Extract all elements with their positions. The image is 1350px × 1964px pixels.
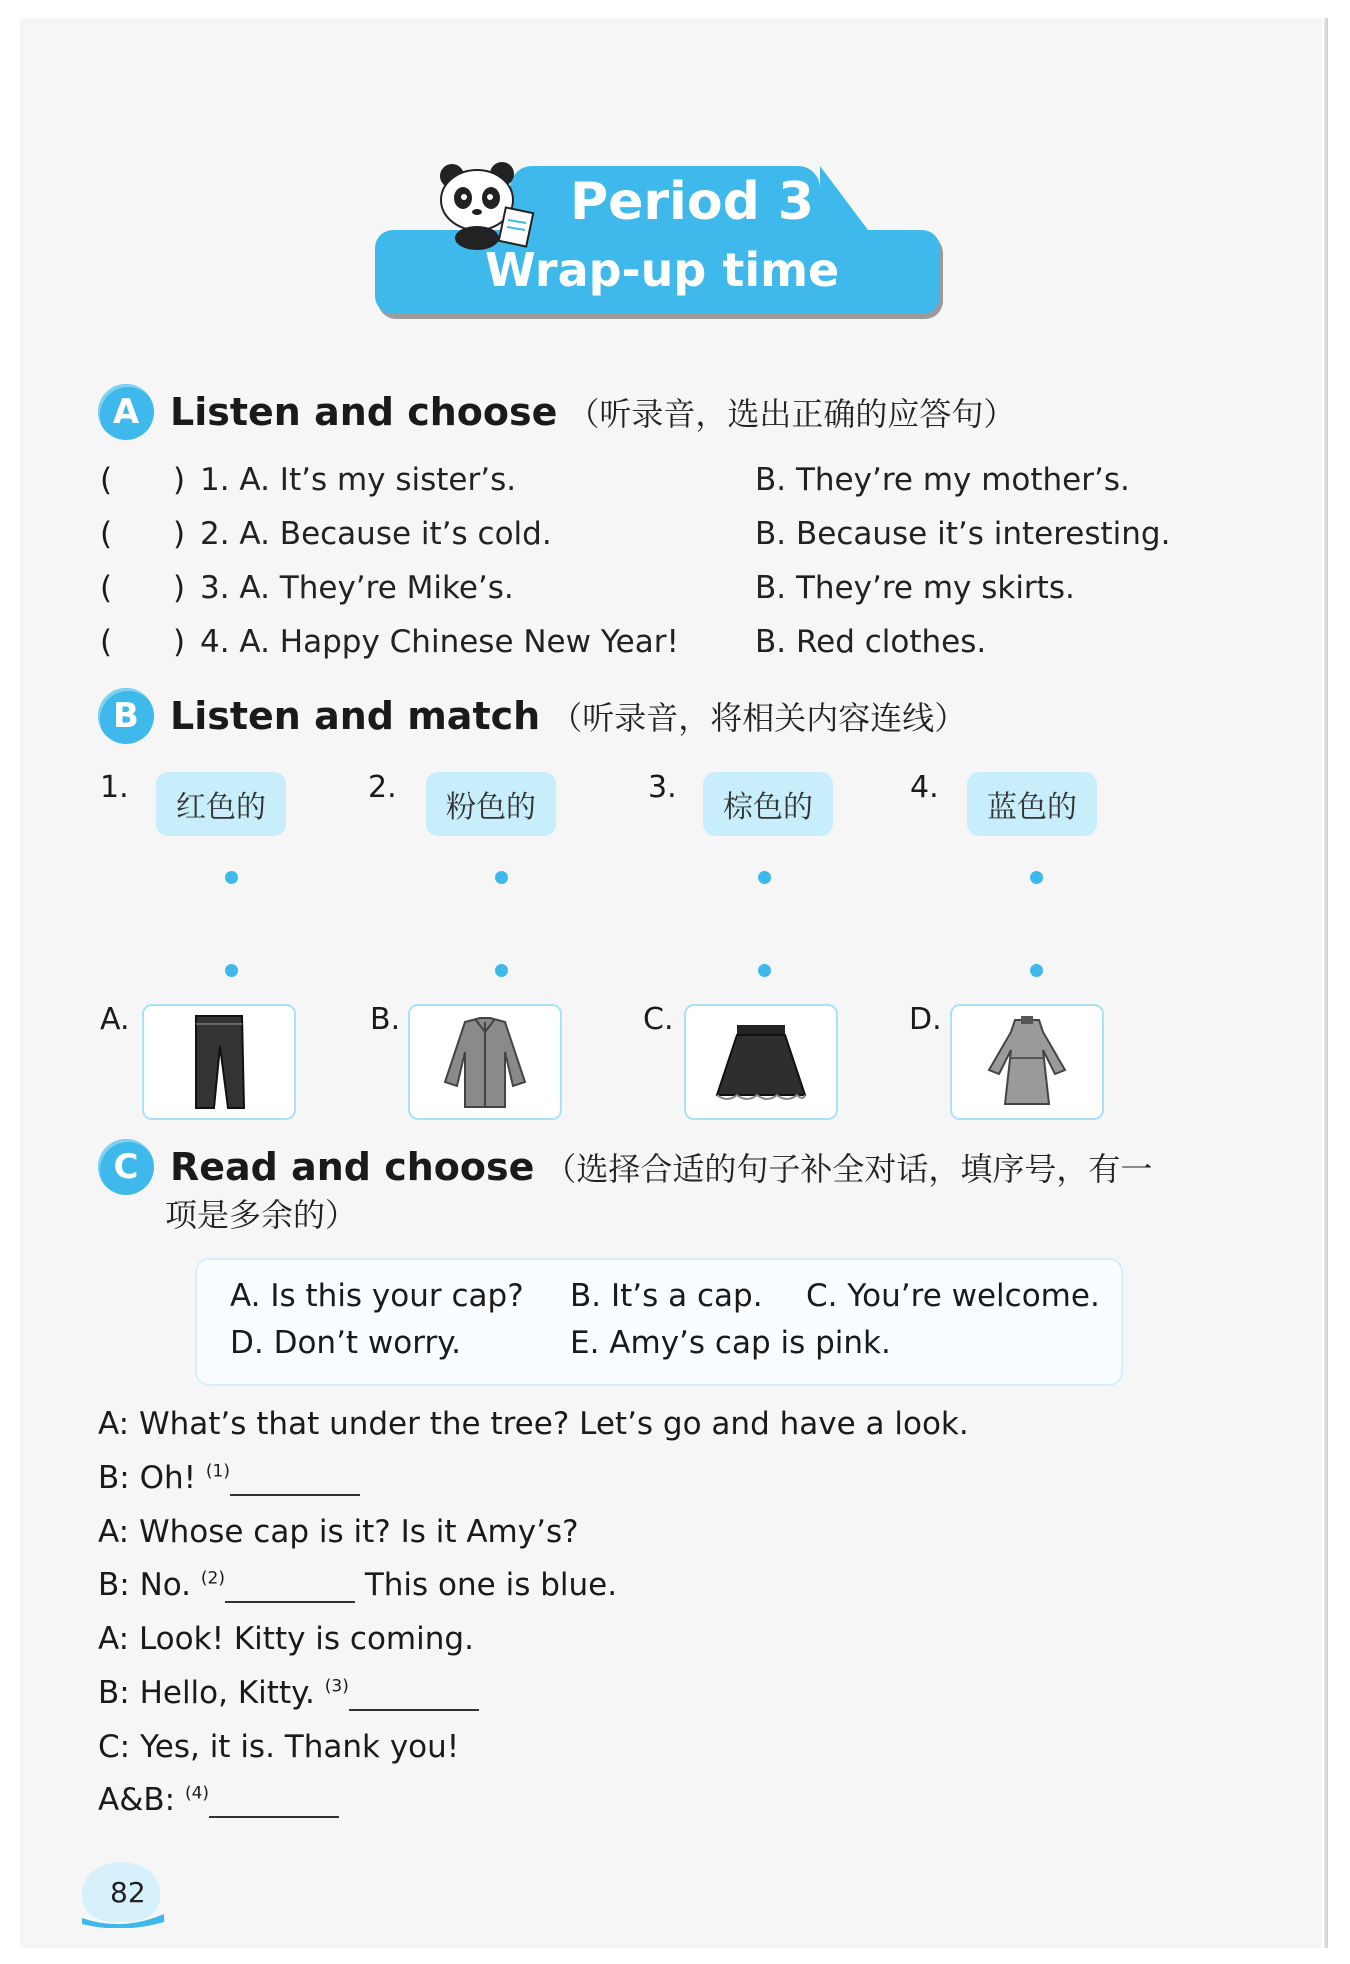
picture-a <box>142 1004 296 1120</box>
picture-b <box>408 1004 562 1120</box>
question-4-option-b: B. Red clothes. <box>755 624 987 660</box>
dialogue-line: A: Look! Kitty is coming. <box>98 1621 474 1657</box>
dialogue-text: B: Hello, Kitty. <box>98 1675 315 1711</box>
answer-blank-2[interactable] <box>225 1571 355 1603</box>
question-4-option-a: 4. A. Happy Chinese New Year! <box>200 624 679 660</box>
answer-paren-open: ( <box>100 462 113 498</box>
picture-letter: D. <box>909 1002 942 1037</box>
match-number: 3. <box>648 770 677 805</box>
question-1-option-a: 1. A. It’s my sister’s. <box>200 462 517 498</box>
shirt-icon <box>435 1012 535 1112</box>
dialogue-line <box>98 1567 617 1603</box>
answer-paren-open: ( <box>100 516 113 552</box>
answer-paren-close: ) <box>173 624 186 660</box>
section-c-subtitle-cont: 项是多余的） <box>165 1196 358 1234</box>
answer-paren-open: ( <box>100 624 113 660</box>
dialogue-line: A: Whose cap is it? Is it Amy’s? <box>98 1514 579 1550</box>
match-number: 2. <box>368 770 397 805</box>
section-b-title: Listen and match <box>170 694 541 738</box>
dialogue-line: C: Yes, it is. Thank you! <box>98 1729 460 1765</box>
section-c-title: Read and choose <box>170 1145 535 1189</box>
question-3-option-b: B. They’re my skirts. <box>755 570 1075 606</box>
question-2-option-b: B. Because it’s interesting. <box>755 516 1171 552</box>
picture-letter: A. <box>100 1002 130 1037</box>
picture-letter: B. <box>370 1002 401 1037</box>
page-number: 82 <box>110 1876 146 1909</box>
question-1-option-b: B. They’re my mother’s. <box>755 462 1130 498</box>
option-b: B. It’s a cap. <box>570 1278 763 1314</box>
picture-d <box>950 1004 1104 1120</box>
blank-number: (4) <box>184 1783 210 1804</box>
dialogue-text: This one is blue. <box>364 1567 618 1603</box>
dialogue-text: A&B: <box>98 1782 176 1818</box>
title-banner <box>375 160 945 320</box>
blank-number: (3) <box>324 1676 349 1697</box>
picture-c <box>684 1004 838 1120</box>
answer-blank-3[interactable] <box>349 1679 479 1711</box>
option-d: D. Don’t worry. <box>230 1325 461 1361</box>
match-dot-bottom[interactable] <box>1030 964 1043 977</box>
answer-paren-close: ) <box>173 516 186 552</box>
match-dot-bottom[interactable] <box>758 964 771 977</box>
blank-number: (1) <box>205 1461 230 1482</box>
match-dot-top[interactable] <box>1030 871 1043 884</box>
match-number: 4. <box>910 770 939 805</box>
section-c-subtitle: （选择合适的句子补全对话，填序号，有一 <box>544 1150 1153 1188</box>
period-subtitle: Wrap-up time <box>485 243 840 297</box>
dialogue-line <box>98 1460 360 1496</box>
match-dot-bottom[interactable] <box>225 964 238 977</box>
color-tag-blue: 蓝色的 <box>967 772 1097 836</box>
skirt-icon <box>711 1017 811 1107</box>
section-a-subtitle: （听录音，选出正确的应答句） <box>567 395 1016 433</box>
option-e: E. Amy’s cap is pink. <box>570 1325 891 1361</box>
blank-number: (2) <box>200 1568 225 1589</box>
answer-blank-1[interactable] <box>230 1464 360 1496</box>
trousers-icon <box>184 1012 254 1112</box>
match-dot-top[interactable] <box>758 871 771 884</box>
dialogue-line <box>98 1675 479 1711</box>
match-dot-top[interactable] <box>225 871 238 884</box>
picture-letter: C. <box>643 1002 674 1037</box>
section-a-title: Listen and choose <box>170 390 558 434</box>
section-c-badge: C <box>98 1139 154 1195</box>
question-2-option-a: 2. A. Because it’s cold. <box>200 516 552 552</box>
wave-decoration-icon <box>82 1910 164 1928</box>
answer-paren-close: ) <box>173 462 186 498</box>
section-b-heading <box>98 688 966 744</box>
match-dot-bottom[interactable] <box>495 964 508 977</box>
section-c-heading <box>98 1139 1152 1195</box>
section-a-badge: A <box>98 384 154 440</box>
dialogue-line <box>98 1782 339 1818</box>
period-title: Period 3 <box>570 172 815 232</box>
match-number: 1. <box>100 770 129 805</box>
option-a: A. Is this your cap? <box>230 1278 524 1314</box>
dialogue-text: B: Oh! <box>98 1460 197 1496</box>
color-tag-red: 红色的 <box>156 772 286 836</box>
section-b-badge: B <box>98 688 154 744</box>
section-b-subtitle: （听录音，将相关内容连线） <box>550 699 967 737</box>
dialogue-line: A: What’s that under the tree? Let’s go and have a look. <box>98 1406 969 1442</box>
answer-blank-4[interactable] <box>209 1786 339 1818</box>
page-edge <box>1324 18 1328 1948</box>
page-number-badge <box>82 1862 162 1922</box>
answer-paren-close: ) <box>173 570 186 606</box>
color-tag-brown: 棕色的 <box>703 772 833 836</box>
color-tag-pink: 粉色的 <box>426 772 556 836</box>
question-3-option-a: 3. A. They’re Mike’s. <box>200 570 514 606</box>
panda-icon <box>430 160 540 250</box>
dress-icon <box>977 1012 1077 1112</box>
section-a-heading <box>98 384 1015 440</box>
option-c: C. You’re welcome. <box>806 1278 1100 1314</box>
match-dot-top[interactable] <box>495 871 508 884</box>
answer-paren-open: ( <box>100 570 113 606</box>
dialogue-text: B: No. <box>98 1567 192 1603</box>
